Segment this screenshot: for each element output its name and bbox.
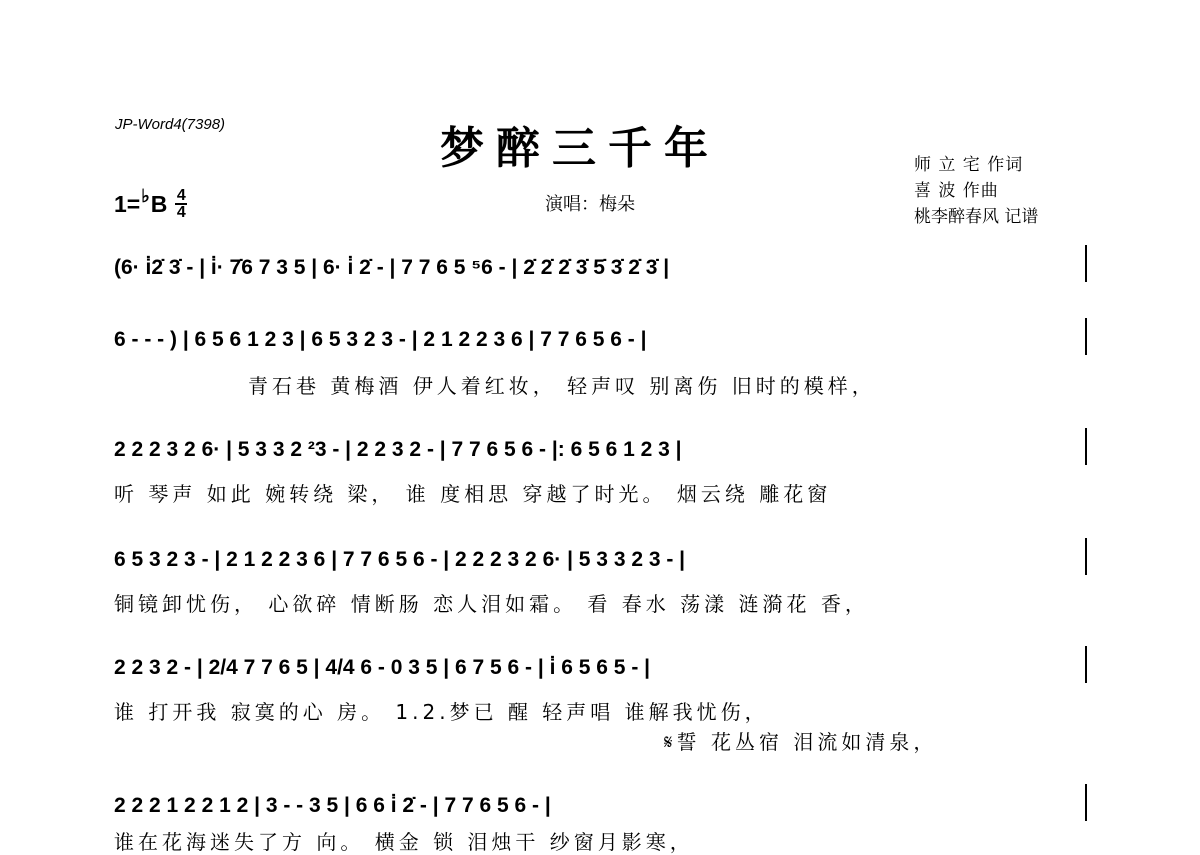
notation-row-1: (6· i̇2̇ 3̇ - | i̇· 7̇6 7 3 5 | 6· i̇ 2̇ - | 7 7 6 5 ⁵6 - | 2̇ 2̇ 2̇ 3̇ 5̇ 3̇ 2̇ 3̇ | [114, 256, 670, 279]
flat-symbol: ♭ [141, 185, 150, 206]
notation-row-3: 2 2 2 3 2 6· | 5 3 3 2 ²3 - | 2 2 3 2 - | 7 7 6 5 6 - |: 6 5 6 1 2 3 | [114, 438, 682, 461]
lyric-row-2: 青石巷 黄梅酒 伊人着红妆， 轻声叹 别离伤 旧时的模样， [248, 374, 876, 398]
notation-row-6: 2 2 2 1 2 2 1 2 | 3 - - 3 5 | 6 6 i̇ 2̇ - | 7 7 6 5 6 - | [114, 794, 551, 817]
lyric-row-5: 谁 打开我 寂寞的心 房。 1.2.梦已 醒 轻声唱 谁解我忧伤， [114, 700, 769, 724]
lyric-row-5-second: 𝄋誓 花丛宿 泪流如清泉， [664, 730, 938, 754]
notation-row-2: 6 - - - ) | 6 5 6 1 2 3 | 6 5 3 2 3 - | 2 1 2 2 3 6 | 7 7 6 5 6 - | [114, 328, 647, 351]
notation-row-4: 6 5 3 2 3 - | 2 1 2 2 3 6 | 7 7 6 5 6 - | 2 2 2 3 2 6· | 5 3 3 2 3 - | [114, 548, 686, 571]
source-label: JP-Word4(7398) [115, 116, 226, 133]
lyric-row-3: 听 琴声 如此 婉转绕 梁， 谁 度相思 穿越了时光。 烟云绕 雕花窗 [114, 482, 832, 506]
lyricist-credit: 师 立 宅 作词 [914, 155, 1024, 175]
time-bottom: 4 [176, 204, 186, 221]
singer-credit: 演唱：梅朵 [545, 194, 635, 215]
time-top: 4 [176, 187, 186, 204]
notation-row-5: 2 2 3 2 - | 2/4 7 7 6 5 | 4/4 6 - 0 3 5 | 6 7 5 6 - | i̇ 6 5 6 5 - | [114, 656, 651, 679]
transcriber-credit: 桃李醉春风 记谱 [914, 207, 1039, 227]
composer-credit: 喜 波 作曲 [914, 181, 999, 201]
lyric-row-4: 铜镜卸忧伤， 心欲碎 情断肠 恋人泪如霜。 看 春水 荡漾 涟漪花 香， [114, 592, 869, 616]
key-prefix: 1= [114, 190, 141, 217]
song-title: 梦醉三千年 [440, 123, 720, 174]
key-note: B [150, 190, 168, 217]
lyric-row-6: 谁在花海迷失了方 向。 横金 锁 泪烛干 纱窗月影寒， [114, 830, 694, 854]
